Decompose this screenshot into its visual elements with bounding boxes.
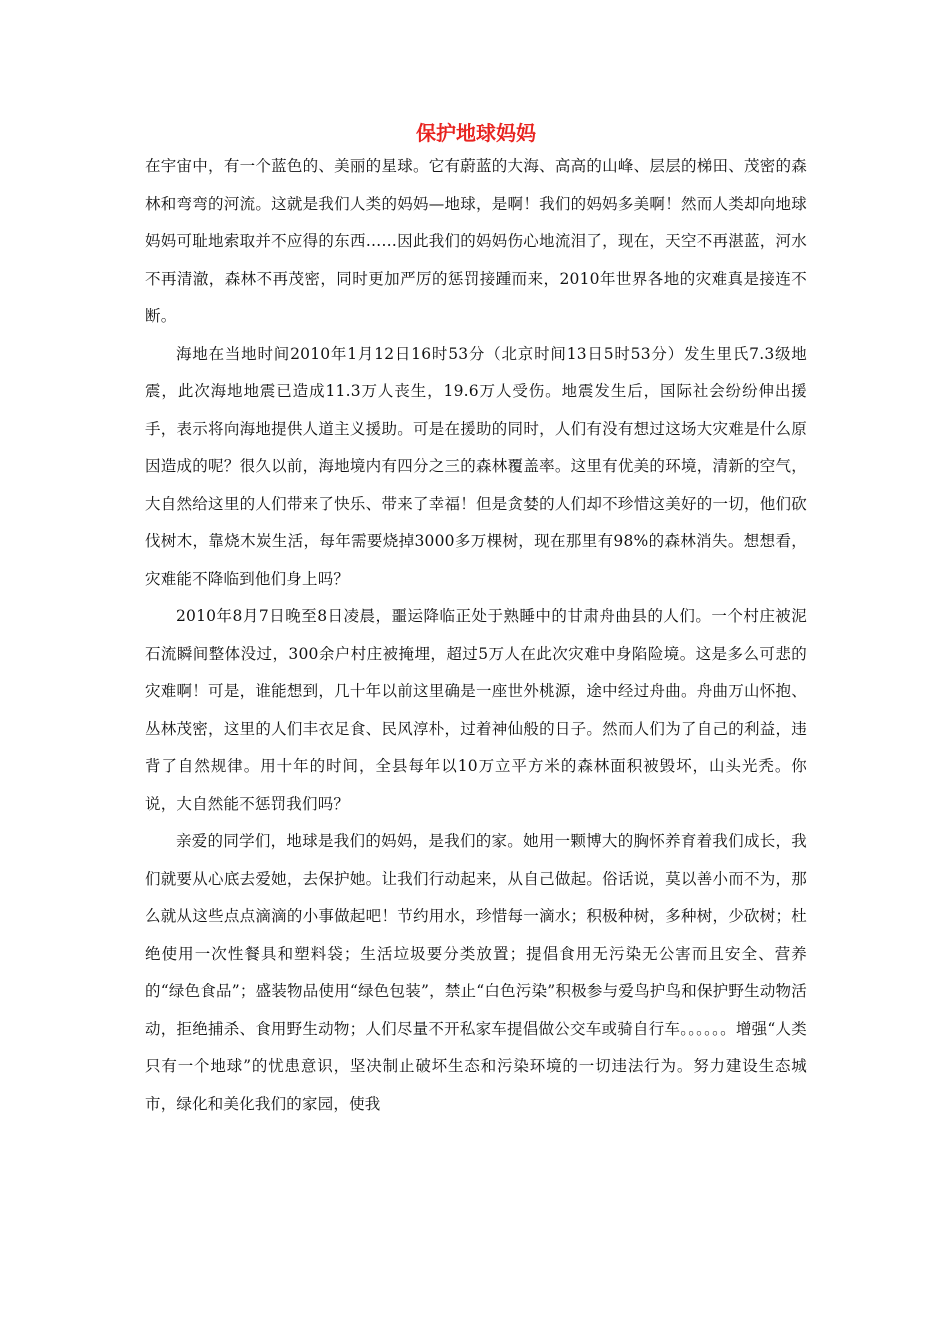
paragraph-zhouqu: 2010年8月7日晚至8日凌晨，噩运降临正处于熟睡中的甘肃舟曲县的人们。一个村庄被泥石流瞬间整体没过，300余户村庄被掩埋，超过5万人在此次灾难中身陷险境。这是多么可悲的灾难啊！可是，谁能想到，几十年以前这里确是一座世外桃源，途中经过舟曲。舟曲万山怀抱、丛林茂密，这里的人们丰衣足食、民风淳朴，过着神仙般的日子。然而人们为了自己的利益，违背了自然规律。用十年的时间，全县每年以10万立平方米的森林面积被毁坏，山头光秃。你说，大自然能不惩罚我们吗？ <box>145 607 807 813</box>
paragraph-haiti: 海地在当地时间2010年1月12日16时53分（北京时间13日5时53分）发生里氏7.3级地震，此次海地地震已造成11.3万人丧生，19.6万人受伤。地震发生后，国际社会纷纷伸出援手，表示将向海地提供人道主义援助。可是在援助的同时，人们有没有想过这场大灾难是什么原因造成的呢？很久以前，海地境内有四分之三的森林覆盖率。这里有优美的环境，清新的空气，大自然给这里的人们带来了快乐、带来了幸福！但是贪婪的人们却不珍惜这美好的一切，他们砍伐树木，靠烧木炭生活，每年需要烧掉3000多万棵树，现在那里有98%的森林消失。想想看，灾难能不降临到他们身上吗？ <box>145 344 807 588</box>
document-title: 保护地球妈妈 <box>416 121 536 145</box>
paragraph-call-to-action: 亲爱的同学们，地球是我们的妈妈，是我们的家。她用一颗博大的胸怀养育着我们成长，我们就要从心底去爱她，去保护她。让我们行动起来，从自己做起。俗话说，莫以善小而不为，那么就从这些点点滴滴的小事做起吧！节约用水，珍惜每一滴水；积极种树，多种树，少砍树；杜绝使用一次性餐具和塑料袋；生活垃圾要分类放置；提倡食用无污染无公害而且安全、营养的“绿色食品”；盛装物品使用“绿色包装”，禁止“白色污染”积极参与爱鸟护鸟和保护野生动物活动，拒绝捕杀、食用野生动物；人们尽量不开私家车提倡做公交车或骑自行车。。。。。。增强“人类只有一个地球”的忧患意识，坚决制止破坏生态和污染环境的一切违法行为。努力建设生态城市，绿化和美化我们的家园，使我 <box>145 832 807 1113</box>
document-page <box>145 118 807 1123</box>
paragraph-intro: 在宇宙中，有一个蓝色的、美丽的星球。它有蔚蓝的大海、高高的山峰、层层的梯田、茂密的森林和弯弯的河流。这就是我们人类的妈妈—地球，是啊！我们的妈妈多美啊！然而人类却向地球妈妈可耻地索取并不应得的东西……因此我们的妈妈伤心地流泪了，现在，天空不再湛蓝，河水不再清澈，森林不再茂密，同时更加严厉的惩罚接踵而来，2010年世界各地的灾难真是接连不断。 <box>145 157 807 325</box>
